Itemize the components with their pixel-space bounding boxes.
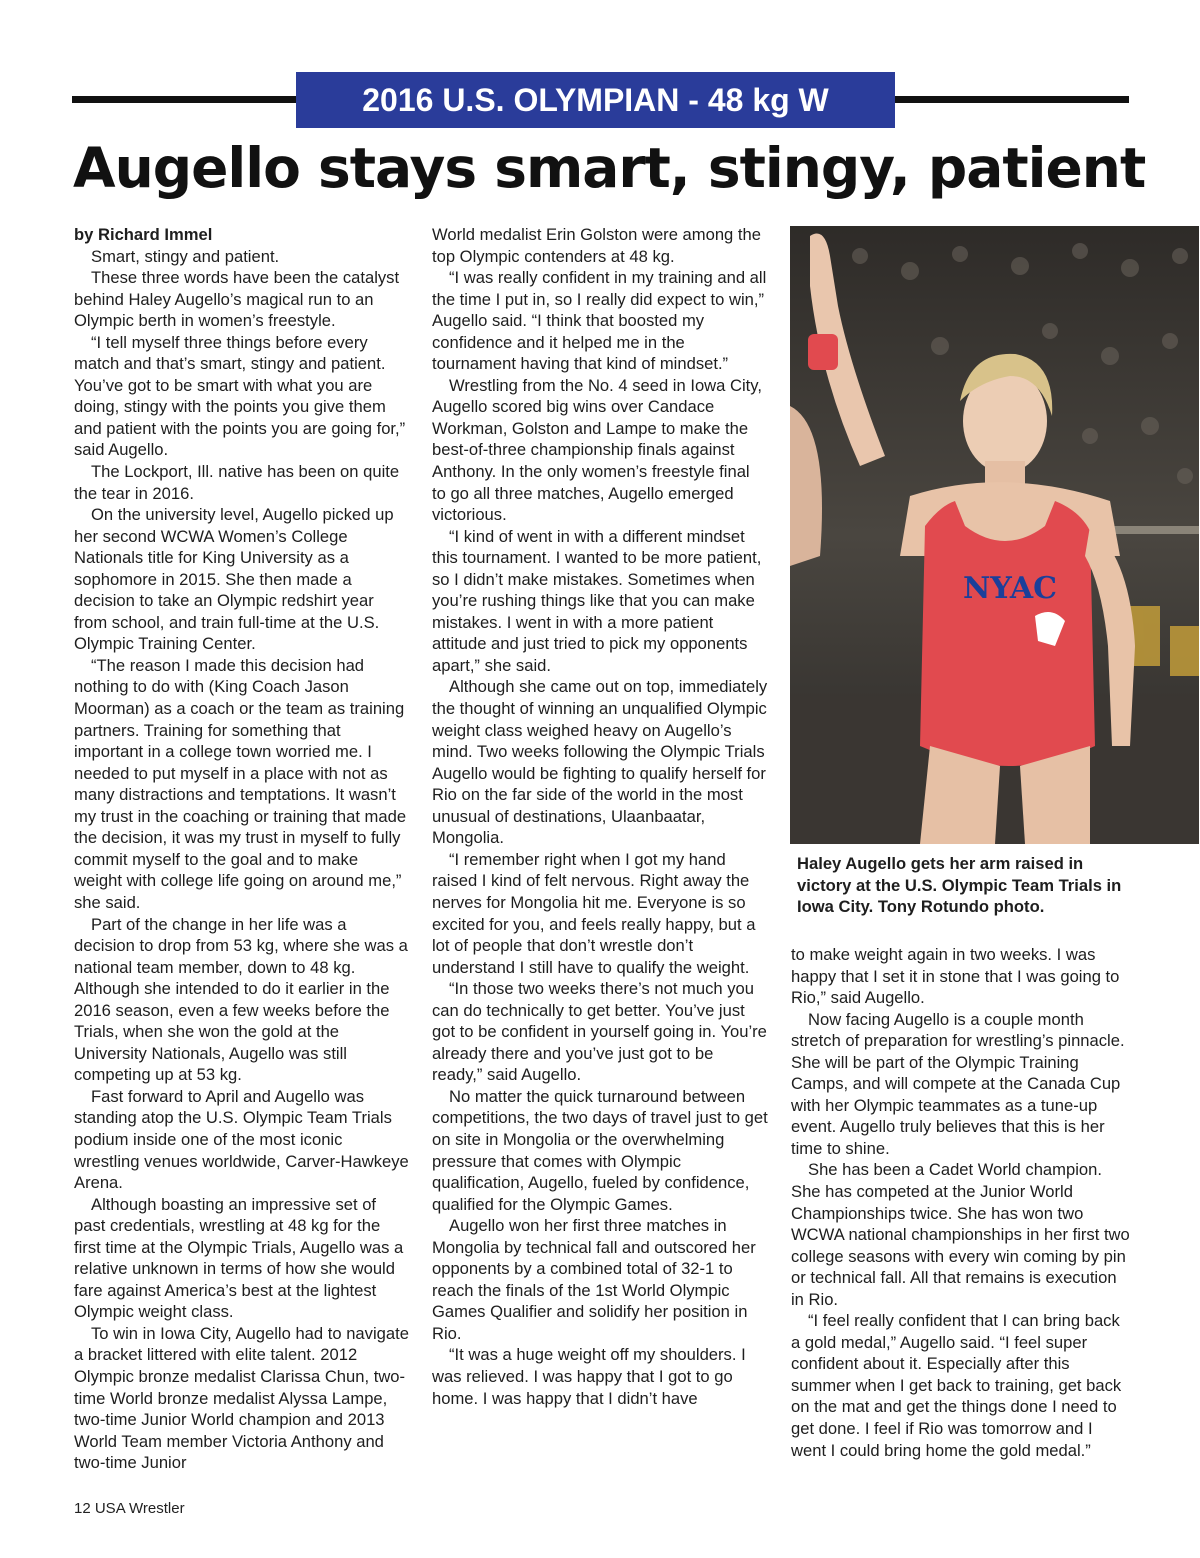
paragraph: Although boasting an impressive set of past credentials, wrestling at 48 kg for the first time at the Olympic Trials, Augello was a relative unknown in terms of how she would fare against America’s best at the lightest Olympic weight class. bbox=[74, 1194, 404, 1322]
paragraph: “In those two weeks there’s not much you can do technically to get better. You’ve just got to be confident in yourself going in. You’re already there and you’ve just got to be ready,” said Augello. bbox=[432, 979, 767, 1085]
paragraph: On the university level, Augello picked up her second WCWA Women’s College Nationals title for King University as a sophomore in 2015. She then made a decision to take an Olympic redshirt year from school, and train full-time at the U.S. Olympic Training Center. bbox=[74, 505, 394, 654]
paragraph: “I remember right when I got my hand raised I kind of felt nervous. Right away the nerves for Mongolia hit me. Everyone is so excited for you, and feels really happy, but a lot of people that don’t wrestle don’t understand I still have to qualify the weight. bbox=[432, 849, 756, 977]
paragraph: Augello won her first three matches in Mongolia by technical fall and outscored her opponents by a combined total of 32-1 to reach the finals of the 1st World Olympic Games Qualifier and solidify her position in Rio. bbox=[432, 1216, 756, 1343]
paragraph: She has been a Cadet World champion. She has competed at the Junior World Championships twice. She has won two WCWA national championships in her first two college seasons with every win coming by pin or technical fall. All that remains is execution in Rio. bbox=[791, 1160, 1130, 1309]
paragraph: The Lockport, Ill. native has been on quite the tear in 2016. bbox=[74, 462, 400, 503]
article-column-1 bbox=[74, 224, 410, 1474]
paragraph: “It was a huge weight off my shoulders. I was relieved. I was happy that I got to go home. I was happy that I didn’t have bbox=[432, 1345, 746, 1408]
photo-caption: Haley Augello gets her arm raised in victory at the U.S. Olympic Team Trials in Iowa City. Tony Rotundo photo. bbox=[797, 854, 1122, 916]
paragraph: Smart, stingy and patient. bbox=[91, 246, 280, 266]
paragraph: “I tell myself three things before every match and that’s smart, stingy and patient. You’ve got to be smart with what you are doing, stingy with the points you give them and patient with the points you are going for,” said Augello. bbox=[74, 332, 406, 460]
page-footer: 12 USA Wrestler bbox=[74, 1500, 185, 1517]
paragraph: Although she came out on top, immediately the thought of winning an unqualified Olympic weight class weighed heavy on Augello’s mind. Two weeks following the Olympic Trials Augello would be fighting to qualify herself for Rio on the far side of the world in the most unusual of destinations, Ulaanbaatar, Mongolia. bbox=[432, 677, 768, 848]
article-column-3 bbox=[791, 944, 1131, 1461]
paragraph: To win in Iowa City, Augello had to navigate a bracket littered with elite talent. 2012 Olympic bronze medalist Clarissa Chun, two-time World bronze medalist Alyssa Lampe, two-time Junior World champion and 2013 World Team member Victoria Anthony and two-time Junior bbox=[74, 1323, 409, 1473]
paragraph: “I was really confident in my training and all the time I put in, so I really did expect to win,” Augello said. “I think that boosted my confidence and it helped me in the tournament having that kind of mindset.” bbox=[432, 268, 767, 374]
singlet-lettering: NYAC bbox=[962, 571, 1058, 606]
photo-illustration bbox=[790, 226, 1199, 844]
header-rule-right bbox=[895, 96, 1129, 103]
paragraph: “The reason I made this decision had nothing to do with (King Coach Jason Moorman) as a coach or the team as training partners. Training for something that important in a college town worried me. I needed to put myself in a place with not as many distractions and temptations. It wasn’t my trust in the coaching or training that made the decision, it was my trust in myself to fully commit myself to the goal and to make weight with college life going on around me,” she said. bbox=[74, 655, 407, 912]
paragraph: Wrestling from the No. 4 seed in Iowa City, Augello scored big wins over Candace Workman, Golston and Lampe to make the best-of-three championship finals against Anthony. In the only women’s freestyle final to go all three matches, Augello emerged victorious. bbox=[432, 375, 762, 525]
paragraph: Part of the change in her life was a decision to drop from 53 kg, where she was a national team member, down to 48 kg. Although she intended to do it earlier in the 2016 season, even a few weeks before the Trials, when she won the gold at the University Nationals, Augello was still competing up at 53 kg. bbox=[74, 914, 408, 1085]
wrestler-photo bbox=[790, 226, 1199, 844]
section-banner: 2016 U.S. OLYMPIAN - 48 kg W bbox=[296, 72, 895, 128]
byline: by Richard Immel bbox=[74, 225, 213, 244]
paragraph-continued: to make weight again in two weeks. I was happy that I set it in stone that I was going to Rio,” said Augello. bbox=[791, 945, 1120, 1008]
paragraph: Now facing Augello is a couple month stretch of preparation for wrestling’s pinnacle. She will be part of the Olympic Training Camps, and will compete at the Canada Cup with her Olympic teammates as a tune-up event. Augello truly believes that this is her time to shine. bbox=[791, 1009, 1125, 1158]
header-rule-left bbox=[72, 96, 298, 103]
paragraph: “I kind of went in with a different mindset this tournament. I wanted to be more patient, so I didn’t make mistakes. Sometimes when you’re rushing things like that you can make mistakes. I went in with a more patient attitude and just tried to pick my opponents apart,” she said. bbox=[432, 526, 762, 675]
article-column-2 bbox=[432, 224, 768, 1409]
paragraph: “I feel really confident that I can bring back a gold medal,” Augello said. “I feel super confident about it. Especially after this summer when I get back to training, get back on the mat and get the things done I need to get done. I feel if Rio was tomorrow and I went I could bring home the gold medal.” bbox=[791, 1311, 1122, 1460]
paragraph: No matter the quick turnaround between competitions, the two days of travel just to get on site in Mongolia or the overwhelming pressure that comes with Olympic qualification, Augello, fueled by confidence, qualified for the Olympic Games. bbox=[432, 1086, 768, 1214]
article-headline: Augello stays smart, stingy, patient bbox=[73, 136, 1146, 200]
paragraph-continued: World medalist Erin Golston were among the top Olympic contenders at 48 kg. bbox=[432, 225, 761, 266]
paragraph: Fast forward to April and Augello was standing atop the U.S. Olympic Team Trials podium inside one of the most iconic wrestling venues worldwide, Carver-Hawkeye Arena. bbox=[74, 1086, 409, 1193]
paragraph: These three words have been the catalyst behind Haley Augello’s magical run to an Olympic berth in women’s freestyle. bbox=[74, 268, 400, 331]
